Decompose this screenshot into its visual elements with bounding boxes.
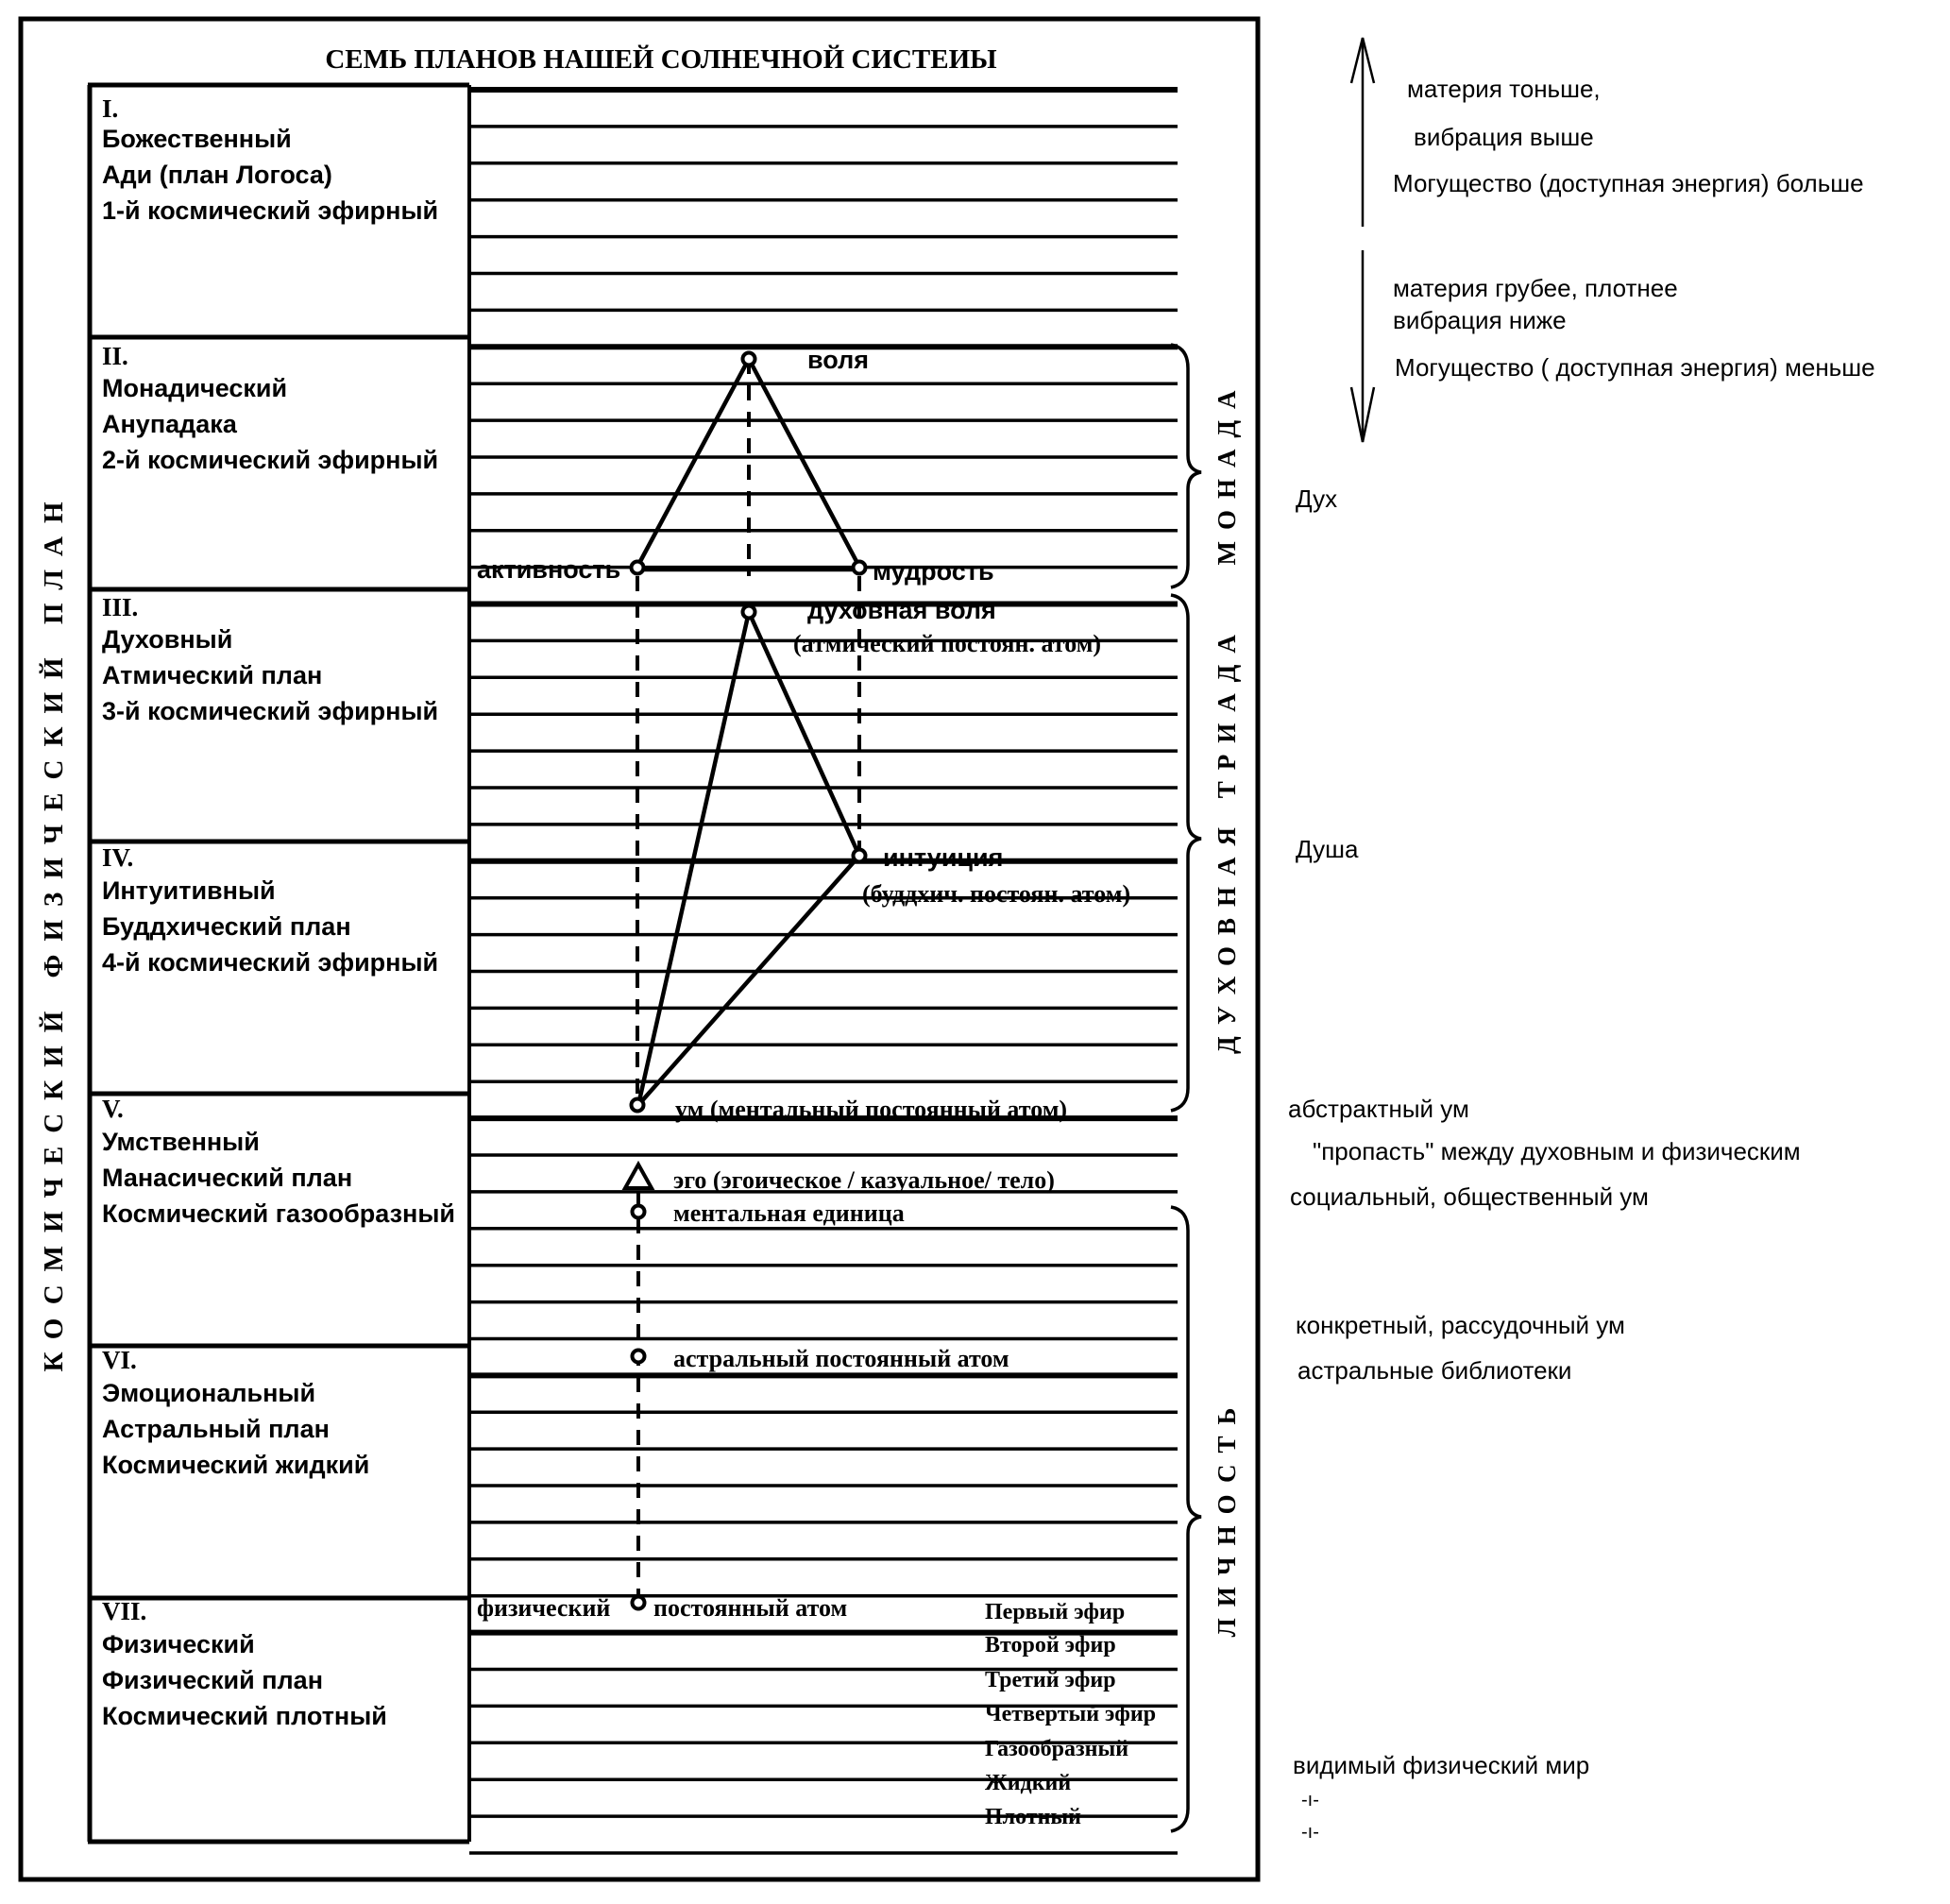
note-matter-finer: материя тоньше, xyxy=(1407,75,1601,103)
note-spirit: Дух xyxy=(1296,484,1338,513)
note-power-less: Могущество ( доступная энергия) меньше xyxy=(1395,353,1875,382)
note-abstract-mind: абстрактный ум xyxy=(1288,1095,1469,1123)
label-physical: физический xyxy=(477,1594,611,1622)
note-ditto-2: -ı- xyxy=(1301,1822,1319,1843)
label-wisdom: мудрость xyxy=(873,557,994,586)
subplane-1: Первый эфир xyxy=(985,1600,1126,1624)
plane-2-number: II. xyxy=(102,342,128,370)
plane-3-alt: Атмический план xyxy=(102,661,323,689)
node-activity xyxy=(632,562,644,574)
node-wisdom xyxy=(854,562,866,574)
plane-3-number: III. xyxy=(102,593,139,621)
bracket-monad xyxy=(1171,345,1201,587)
note-visible-world: видимый физический мир xyxy=(1293,1751,1590,1779)
plane-1-name: Божественный xyxy=(102,125,292,153)
plane-4-alt: Буддхический план xyxy=(102,912,351,941)
plane-6-alt: Астральный план xyxy=(102,1415,330,1443)
node-intuition xyxy=(854,850,866,862)
vibration-arrows xyxy=(1351,38,1374,442)
plane-2-alt: Анупадака xyxy=(102,410,237,438)
subplane-6: Жидкий xyxy=(985,1771,1072,1795)
label-intuition: интуиция xyxy=(883,843,1004,872)
label-will: воля xyxy=(807,346,869,374)
plane-5-label xyxy=(102,1095,455,1228)
atom-labels xyxy=(477,346,1130,1622)
subplane-4: Четвертый эфир xyxy=(985,1702,1157,1726)
bracket-triad xyxy=(1171,595,1201,1111)
plane-6-name: Эмоциональный xyxy=(102,1379,316,1407)
plane-2-cosmic: 2-й космический эфирный xyxy=(102,446,439,474)
label-buddhic-atom: (буддхич. постоян. атом) xyxy=(862,880,1131,908)
plane-3-name: Духовный xyxy=(102,625,233,654)
subplane-5: Газообразный xyxy=(985,1737,1129,1761)
note-vibration-higher: вибрация выше xyxy=(1414,123,1594,151)
plane-4-cosmic: 4-й космический эфирный xyxy=(102,948,439,977)
node-mental-unit xyxy=(633,1206,645,1218)
ego-triangle-icon xyxy=(625,1164,652,1188)
plane-5-number: V. xyxy=(102,1095,124,1123)
right-notes xyxy=(1288,75,1875,1843)
plane-6-label xyxy=(102,1346,369,1479)
plane-7-name: Физический xyxy=(102,1630,255,1658)
plane-1-cosmic: 1-й космический эфирный xyxy=(102,196,439,225)
plane-1-alt: Ади (план Логоса) xyxy=(102,161,332,189)
plane-6-cosmic: Космический жидкий xyxy=(102,1451,370,1479)
plane-5-alt: Манасический план xyxy=(102,1164,353,1192)
subplane-7: Плотный xyxy=(985,1805,1081,1829)
label-astral-atom: астральный постоянный атом xyxy=(673,1345,1009,1372)
bracket-label-personality: ЛИЧНОСТЬ xyxy=(1212,1396,1241,1638)
node-mind xyxy=(632,1099,644,1112)
label-mental-unit: ментальная единица xyxy=(673,1199,905,1227)
plane-4-number: IV. xyxy=(102,843,134,872)
plane-labels xyxy=(102,94,455,1730)
note-matter-coarser: материя грубее, плотнее xyxy=(1393,274,1678,302)
note-ditto-1: -ı- xyxy=(1301,1790,1319,1810)
plane-3-label xyxy=(102,593,438,725)
label-spiritual-will: духовная воля xyxy=(807,596,996,624)
subplane-3: Третий эфир xyxy=(985,1668,1116,1692)
note-vibration-lower: вибрация ниже xyxy=(1393,306,1567,334)
plane-4-label xyxy=(102,843,438,977)
plane-6-number: VI. xyxy=(102,1346,137,1374)
plane-7-cosmic: Космический плотный xyxy=(102,1702,387,1730)
note-astral-libraries: астральные библиотеки xyxy=(1297,1356,1572,1385)
node-physical-atom xyxy=(633,1597,645,1609)
label-physical-atom: постоянный атом xyxy=(653,1594,848,1622)
plane-2-name: Монадический xyxy=(102,374,288,402)
subplane-2: Второй эфир xyxy=(985,1633,1116,1658)
plane-7-alt: Физический план xyxy=(102,1666,324,1694)
plane-1-label xyxy=(102,94,438,225)
label-atmic-atom: (атмический постоян. атом) xyxy=(793,630,1102,657)
plane-7-label xyxy=(102,1597,387,1730)
note-soul: Душа xyxy=(1296,835,1359,863)
note-power-more: Могущество (доступная энергия) больше xyxy=(1393,169,1864,197)
plane-2-label xyxy=(102,342,438,474)
label-ego: эго (эгоическое / казуальное/ тело) xyxy=(673,1166,1055,1194)
label-activity: активность xyxy=(477,555,621,584)
diagram-title: СЕМЬ ПЛАНОВ НАШЕЙ СОЛНЕЧНОЙ СИСТЕИЫ xyxy=(325,44,997,75)
plane-7-number: VII. xyxy=(102,1597,147,1625)
note-social-mind: социальный, общественный ум xyxy=(1290,1182,1649,1211)
node-spiritual-will xyxy=(743,606,755,619)
node-will xyxy=(743,353,755,366)
side-label: КОСМИЧЕСКИЙ ФИЗИЧЕСКИЙ ПЛАН xyxy=(39,488,69,1372)
bracket-label-triad: ДУХОВНАЯ ТРИАДА xyxy=(1212,623,1241,1054)
plane-4-name: Интуитивный xyxy=(102,876,276,905)
plane-5-name: Умственный xyxy=(102,1128,260,1156)
label-mind: ум (ментальный постоянный атом) xyxy=(675,1096,1068,1123)
node-astral-atom xyxy=(633,1351,645,1363)
plane-3-cosmic: 3-й космический эфирный xyxy=(102,697,439,725)
note-gap: "пропасть" между духовным и физическим xyxy=(1313,1137,1801,1165)
bracket-label-monad: МОНАДА xyxy=(1212,379,1241,566)
plane-1-number: I. xyxy=(102,94,119,123)
plane-5-cosmic: Космический газообразный xyxy=(102,1199,455,1228)
note-concrete-mind: конкретный, рассудочный ум xyxy=(1296,1311,1625,1339)
